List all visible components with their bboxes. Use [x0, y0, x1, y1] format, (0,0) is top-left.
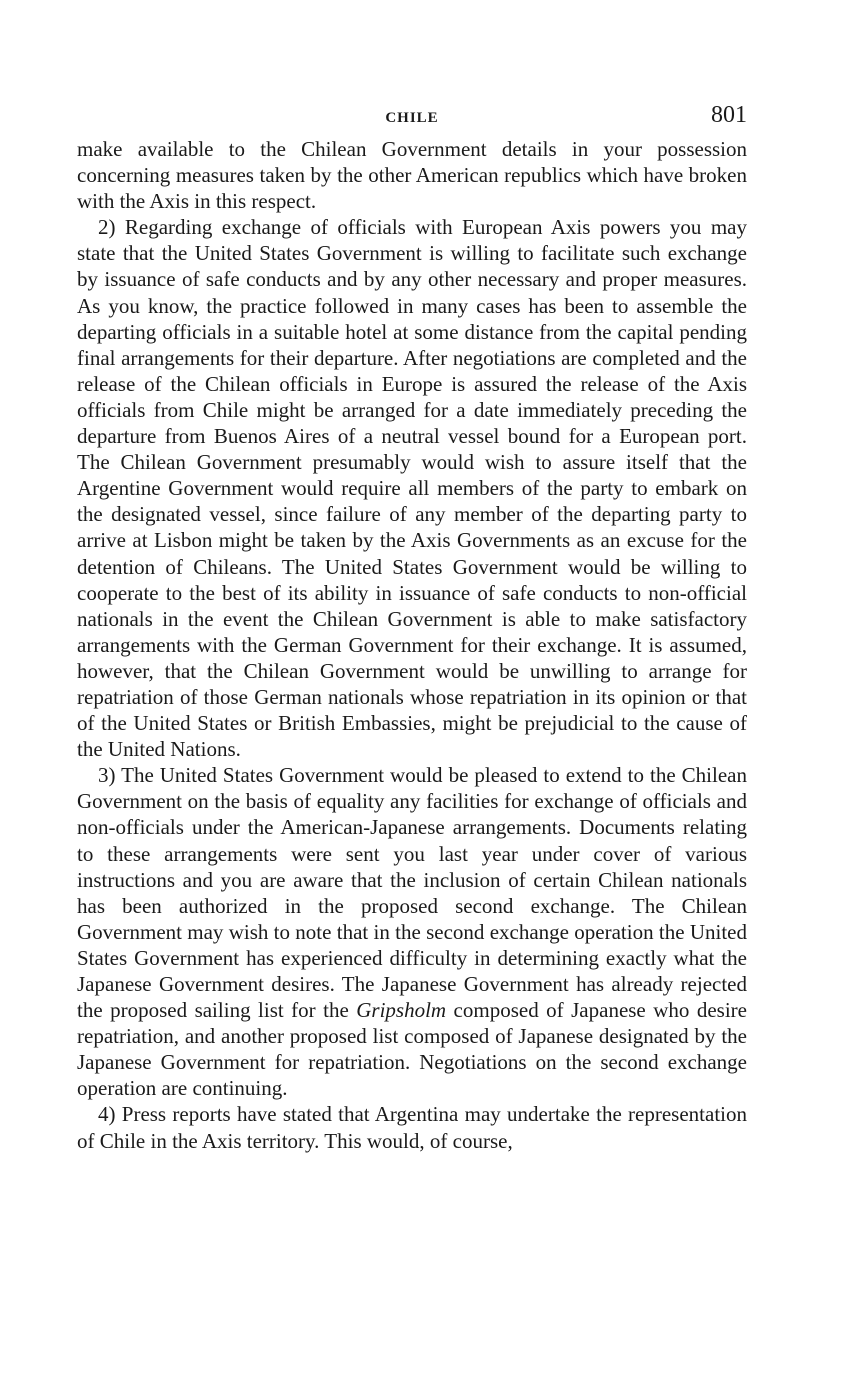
paragraph-continuation: make available to the Chilean Government details in your possession concerning measures taken by the other American republics which have broken with the Axis in this respect. — [77, 137, 747, 214]
page-number: 801 — [711, 102, 747, 128]
body-text — [77, 136, 747, 1154]
running-title: CHILE — [385, 110, 439, 126]
paragraph-3-text-after: composed of Japanese who desire repatriation, and another proposed list composed of Japanese designated by the Japanese Government for repatriation. Negotiations on the second exchange operation are continuing. — [77, 998, 747, 1101]
ship-name: Gripsholm — [356, 998, 447, 1023]
paragraph-4: 4) Press reports have stated that Argentina may undertake the representation of Chile in the Axis territory. This would, of course, — [77, 1102, 747, 1153]
document-page — [77, 102, 747, 1154]
paragraph-3 — [77, 762, 747, 1101]
paragraph-2: 2) Regarding exchange of officials with European Axis powers you may state that the United States Government is willing to facilitate such exchange by issuance of safe conducts and by any other necessary and proper measures. As you know, the practice followed in many cases has been to assemble the departing officials in a suitable hotel at some distance from the capital pending final arrangements for their departure. After negotiations are completed and the release of the Chilean officials in Europe is assured the release of the Axis officials from Chile might be arranged for a date immediately preceding the departure from Buenos Aires of a neutral vessel bound for a European port. The Chilean Government presumably would wish to assure itself that the Argentine Government would require all members of the party to embark on the designated vessel, since failure of any member of the departing party to arrive at Lisbon might be taken by the Axis Governments as an excuse for the detention of Chileans. The United States Government would be willing to cooperate to the best of its ability in issuance of safe conducts to non-official nationals in the event the Chilean Government is able to make satisfactory arrangements with the German Government for their exchange. It is assumed, however, that the Chilean Government would be unwilling to arrange for repatriation of those German nationals whose repatriation in its opinion or that of the United States or British Embassies, might be prejudicial to the cause of the United Nations. — [77, 215, 747, 762]
paragraph-3-text-before: 3) The United States Government would be pleased to extend to the Chilean Government on the basis of equality any facilities for exchange of officials and non-officials under the American-Japanese arrangements. Documents relating to these arrangements were sent you last year under cover of various instructions and you are aware that the inclusion of certain Chilean nationals has been authorized in the proposed second exchange. The Chilean Government may wish to note that in the second exchange operation the United States Government has experienced difficulty in determining exactly what the Japanese Government desires. The Japanese Government has already rejected the proposed sailing list for the — [77, 763, 747, 1023]
running-header — [77, 102, 747, 136]
